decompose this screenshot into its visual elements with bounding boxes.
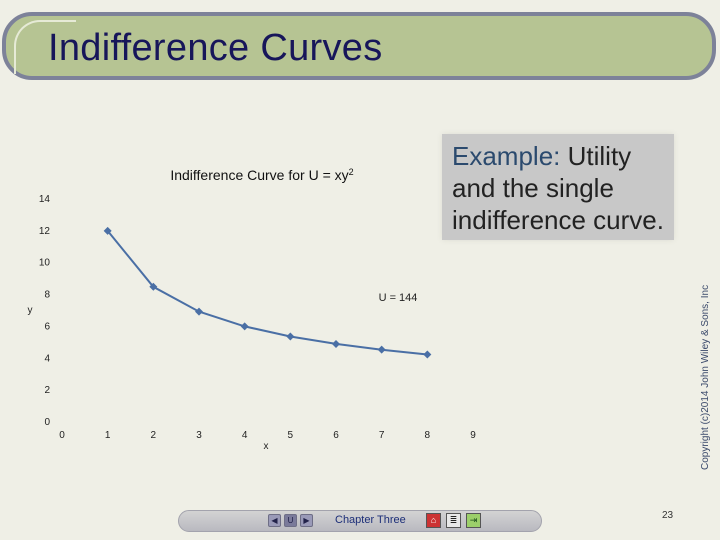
chart-title-main: Indifference Curve for U = xy <box>170 167 349 183</box>
data-point <box>195 308 203 316</box>
callout-label: Example: <box>452 141 561 171</box>
x-tick-label: 2 <box>150 430 157 441</box>
series-label: U = 144 <box>378 292 418 304</box>
y-axis-label: y <box>27 305 33 316</box>
y-tick-label: 4 <box>44 353 50 365</box>
x-tick-label: 7 <box>378 430 385 441</box>
exit-icon[interactable]: ⇥ <box>466 513 481 528</box>
x-axis-ticks <box>59 430 476 441</box>
x-tick-label: 1 <box>104 430 111 441</box>
x-tick-label: 6 <box>333 430 339 441</box>
y-tick-label: 8 <box>44 289 50 301</box>
callout-text-line3: indifference curve. <box>452 205 664 235</box>
y-tick-label: 10 <box>38 257 50 269</box>
house-icon[interactable]: ⌂ <box>426 513 441 528</box>
callout-text-line2: and the single <box>452 173 614 203</box>
y-tick-label: 2 <box>44 385 50 397</box>
y-tick-label: 6 <box>44 321 50 333</box>
data-point <box>332 340 340 348</box>
y-tick-label: 14 <box>38 194 50 205</box>
page-number: 23 <box>662 510 674 521</box>
x-tick-label: 5 <box>287 430 294 441</box>
document-icon[interactable]: ≣ <box>446 513 461 528</box>
callout-text-line1: Utility <box>560 141 632 171</box>
chapter-label[interactable]: Chapter Three <box>335 514 406 526</box>
chart-title <box>170 167 353 183</box>
x-tick-label: 0 <box>59 430 65 441</box>
x-tick-label: 8 <box>424 430 431 441</box>
slide-title: Indifference Curves <box>48 27 383 69</box>
copyright-notice: Copyright (c)2014 John Wiley & Sons, Inc <box>700 284 711 470</box>
x-axis-label: x <box>263 441 269 452</box>
navigation-bar <box>178 510 542 532</box>
data-point <box>241 322 249 330</box>
data-point <box>378 346 386 354</box>
x-tick-label: 9 <box>470 430 476 441</box>
y-tick-label: 12 <box>38 225 50 237</box>
next-icon[interactable]: ▶ <box>300 514 313 527</box>
x-tick-label: 4 <box>241 430 248 441</box>
chart-title-exponent: 2 <box>348 167 354 177</box>
data-point <box>423 350 431 358</box>
home-page-icon[interactable]: U <box>284 514 297 527</box>
y-axis-ticks <box>39 194 51 428</box>
data-point <box>286 332 294 340</box>
x-tick-label: 3 <box>196 430 202 441</box>
prev-icon[interactable]: ◀ <box>268 514 281 527</box>
y-tick-label: 0 <box>44 417 50 428</box>
